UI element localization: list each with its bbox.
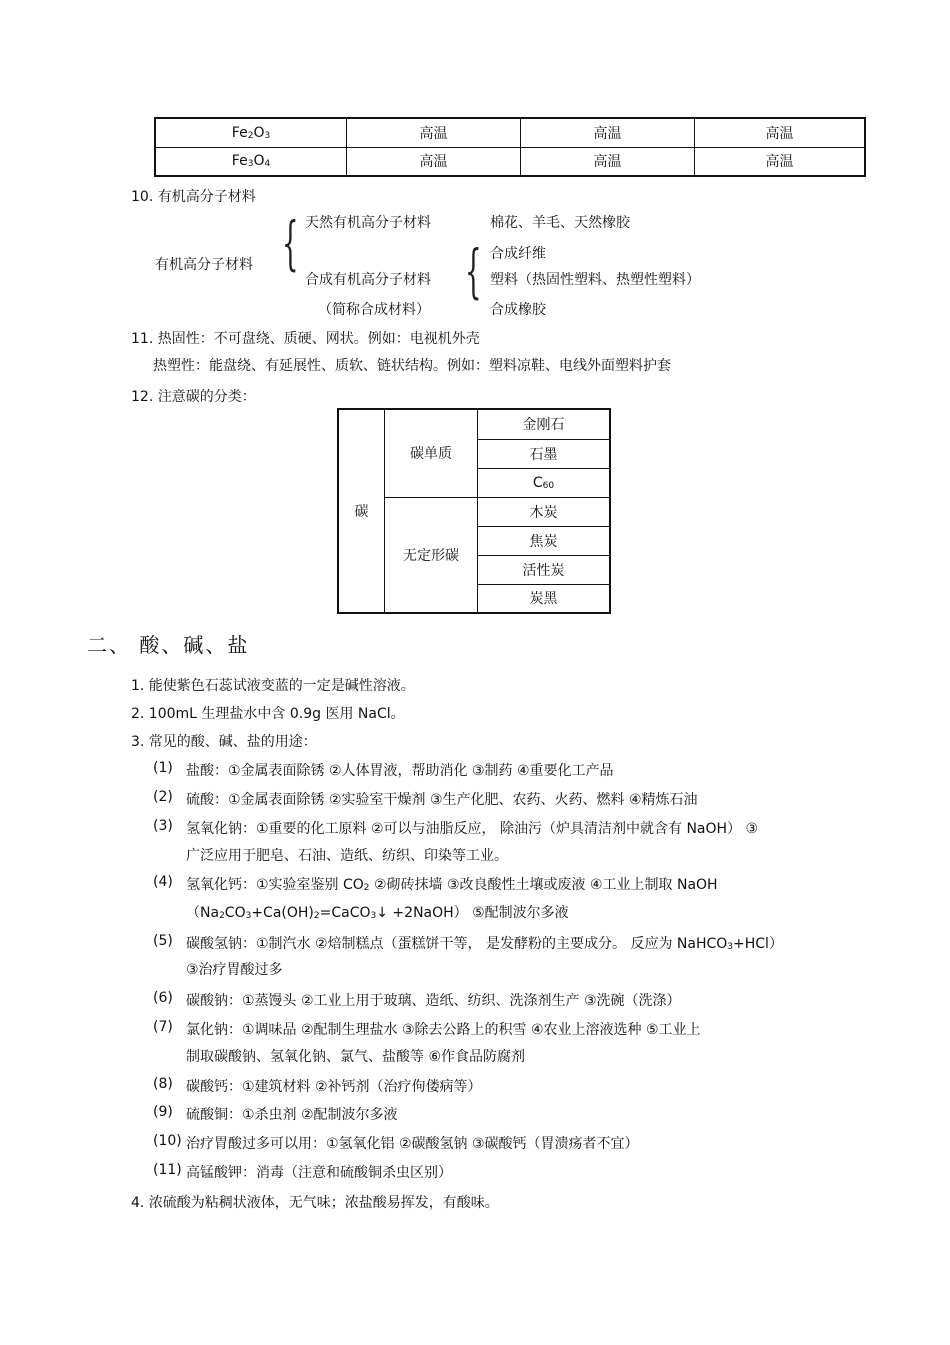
table-cell: 高温 — [347, 118, 521, 147]
syn-item: 合成橡胶 — [490, 302, 546, 318]
item-text: 碳酸钙：①建筑材料 ②补钙剂（治疗佝偻病等） — [186, 1079, 482, 1095]
section-12-title: 12. 注意碳的分类： — [131, 389, 256, 405]
item-num: (3) — [153, 818, 173, 834]
carbon-item: 石墨 — [478, 439, 611, 468]
synthetic-note: （简称合成材料） — [318, 302, 430, 318]
syn-item: 塑料（热固性塑料、热塑性塑料） — [490, 272, 700, 288]
syn-item: 合成纤维 — [490, 246, 546, 262]
item-num: (4) — [153, 874, 173, 890]
table-cell: 高温 — [521, 118, 695, 147]
item-num: (11) — [153, 1162, 182, 1178]
item-num: (7) — [153, 1019, 173, 1035]
item-text-cont: （$Na_2CO_3+Ca(OH)_2=CaCO_3↓$ +2NaOH） ⑤配制波尔多液 — [186, 905, 569, 921]
carbon-item: 焦炭 — [478, 526, 611, 555]
item-num: (2) — [153, 789, 173, 805]
natural-examples: 棉花、羊毛、天然橡胶 — [490, 215, 630, 231]
para-1: 1. 能使紫色石蕊试液变蓝的一定是碱性溶液。 — [131, 678, 415, 694]
section-11-line2: 热塑性：能盘绕、有延展性、质软、链状结构。例如：塑料凉鞋、电线外面塑料护套 — [153, 358, 671, 374]
table-cell: 高温 — [347, 147, 521, 176]
formula-cell: $Fe_3O_4$ — [155, 147, 347, 176]
item-text-cont: 广泛应用于肥皂、石油、造纸、纺织、印染等工业。 — [186, 848, 508, 864]
item-text: 硫酸：①金属表面除锈 ②实验室干燥剂 ③生产化肥、农药、火药、燃料 ④精炼石油 — [186, 792, 698, 808]
para-4: 4. 浓硫酸为粘稠状液体，无气味；浓盐酸易挥发，有酸味。 — [131, 1195, 499, 1211]
table-cell: 高温 — [521, 147, 695, 176]
item-num: (5) — [153, 933, 173, 949]
synthetic-brace: { — [465, 237, 482, 305]
item-text: 氯化钠：①调味品 ②配制生理盐水 ③除去公路上的积雪 ④农业上溶液选种 ⑤工业上 — [186, 1022, 701, 1038]
carbon-group-2: 无定形碳 — [385, 497, 478, 613]
item-text: 盐酸：①金属表面除锈 ②人体胃液，帮助消化 ③制药 ④重要化工产品 — [186, 763, 614, 779]
carbon-item: 木炭 — [478, 497, 611, 526]
item-text: 氢氧化钠：①重要的化工原料 ②可以与油脂反应， 除油污（炉具清洁剂中就含有 NaOH） ③ — [186, 821, 759, 837]
item-text: 氢氧化钙：①实验室鉴别 $CO_2$ ②砌砖抹墙 ③改良酸性土壤或废液 ④工业上制取 NaOH — [186, 877, 718, 893]
item-num: (8) — [153, 1076, 173, 1092]
item-text-cont: 制取碳酸钠、氢氧化钠、氯气、盐酸等 ⑥作食品防腐剂 — [186, 1049, 525, 1065]
item-num: (6) — [153, 990, 173, 1006]
para-3: 3. 常见的酸、碱、盐的用途： — [131, 734, 317, 750]
carbon-group-1: 碳单质 — [385, 409, 478, 497]
natural-polymer: 天然有机高分子材料 — [305, 215, 431, 231]
left-brace: { — [282, 209, 299, 277]
item-text-cont: ③治疗胃酸过多 — [186, 962, 283, 978]
carbon-item: $C_{60}$ — [478, 468, 611, 497]
formula-cell: $Fe_2O_3$ — [155, 118, 347, 147]
org-root: 有机高分子材料 — [155, 257, 253, 273]
section-10-title: 10. 有机高分子材料 — [131, 189, 256, 205]
synthetic-polymer: 合成有机高分子材料 — [305, 272, 431, 288]
carbon-item: 炭黑 — [478, 584, 611, 613]
item-text: 碳酸氢钠：①制汽水 ②焙制糕点（蛋糕饼干等， 是发酵粉的主要成分。 反应为 NaHCO$_3$+HCl） — [186, 936, 783, 952]
item-text: 硫酸铜：①杀虫剂 ②配制波尔多液 — [186, 1107, 398, 1123]
item-text: 高锰酸钾：消毒（注意和硫酸铜杀虫区别） — [186, 1165, 452, 1181]
para-2: 2. 100mL 生理盐水中含 0.9g 医用 NaCl。 — [131, 706, 405, 722]
item-text: 碳酸钠：①蒸馒头 ②工业上用于玻璃、造纸、纺织、洗涤剂生产 ③洗碗（洗涤） — [186, 993, 681, 1009]
carbon-item: 活性炭 — [478, 555, 611, 584]
section-heading: 二、 酸、碱、盐 — [87, 633, 250, 657]
item-text: 治疗胃酸过多可以用：①氢氧化铝 ②碳酸氢钠 ③碳酸钙（胃溃疡者不宜） — [186, 1136, 639, 1152]
item-num: (9) — [153, 1104, 173, 1120]
carbon-table — [337, 408, 611, 614]
carbon-root: 碳 — [338, 409, 385, 613]
table-cell: 高温 — [695, 147, 866, 176]
item-num: (1) — [153, 760, 173, 776]
section-11-line1: 11. 热固性：不可盘绕、质硬、网状。例如：电视机外壳 — [131, 331, 480, 347]
carbon-item: 金刚石 — [478, 409, 611, 439]
item-num: (10) — [153, 1133, 182, 1149]
fe-oxide-table — [154, 117, 866, 177]
table-cell: 高温 — [695, 118, 866, 147]
